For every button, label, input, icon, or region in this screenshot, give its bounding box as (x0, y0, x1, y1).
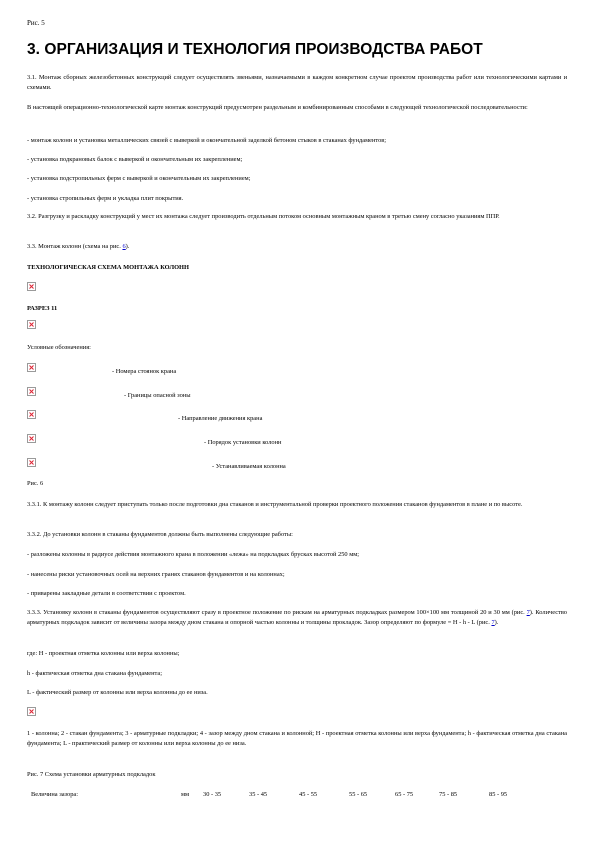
bullet-mark-axes: - нанесены риски установочных осей на верхних гранях стаканов фундаментов и на колоннах; (27, 571, 285, 578)
legend-install-order: - Порядок установки колонн (204, 439, 282, 446)
broken-image-icon (27, 410, 36, 419)
paragraph-3-1: 3.1. Монтаж сборных железобетонных конструкций следует осуществлять звеньями, назначаемыми в каждом конкретном случае проектом производства работ или технологическими картами и схемами. (27, 74, 567, 91)
paragraph-3-3-3-mid: ). Количество арматурных подкладок зависит от величины зазора между дном стакана и опорной частью колонны и толщины прокладок. Зазор определяют по формуле = Н - h - L (рис. (27, 609, 567, 626)
where-L: L - фактический размер от колонны или верха колонны до ее низа. (27, 689, 208, 696)
fig7-caption: Рис. 7 Схема установки арматурных подкладок (27, 771, 156, 778)
gap-value: 45 - 55 (299, 791, 318, 798)
paragraph-3-3-3 (27, 608, 567, 627)
paragraph-3-3-3-suffix: ). (494, 618, 499, 626)
paragraph-3-3 (27, 242, 567, 252)
broken-image-icon (27, 282, 36, 291)
gap-label: Величина зазора: (31, 791, 79, 798)
where-H: где: Н - проектная отметка колонны или верха колонны; (27, 650, 180, 657)
gap-value: 55 - 65 (349, 791, 368, 798)
fig7-link-2[interactable]: 7 (491, 618, 495, 626)
gap-value: 75 - 85 (439, 791, 458, 798)
gap-table-row (27, 790, 567, 800)
paragraph-3-3-1: 3.3.1. К монтажу колонн следует приступать только после подготовки дна стаканов и инструментальной проверки проектного положения стаканов фундаментов в плане и по высоте. (27, 501, 523, 508)
section-title: 3. ОРГАНИЗАЦИЯ И ТЕХНОЛОГИЯ ПРОИЗВОДСТВА РАБОТ (27, 41, 483, 58)
paragraph-3-3-2: 3.3.2. До установки колонн в стаканы фундаментов должны быть выполнены следующие работы: (27, 531, 293, 538)
legend-title: Условные обозначения: (27, 344, 91, 351)
broken-image-icon (27, 458, 36, 467)
where-h: h - фактическая отметка дна стакана фундамента; (27, 670, 162, 677)
paragraph-intro: В настоящей операционно-технологической карте монтаж конструкций предусмотрен раздельным и комбинированным способами в следующей технологической последовательности: (27, 104, 528, 111)
broken-image-icon (27, 320, 36, 329)
paragraph-3-3-text: 3.3. Монтаж колонн (схема на рис. (27, 243, 121, 250)
legend-danger-zone: - Границы опасной зоны (124, 392, 191, 399)
broken-image-icon (27, 363, 36, 372)
fig7-link[interactable]: 7 (526, 609, 530, 616)
broken-image-icon (27, 707, 36, 716)
bullet-lay-columns: - разложены колонны в радиусе действия монтажного крана в положении «лежа» на подкладках брусках высотой 250 мм; (27, 551, 360, 558)
gap-value: 30 - 35 (203, 791, 222, 798)
paragraph-3-3-suffix: ). (125, 243, 130, 250)
fig7-legend: 1 - колонна; 2 - стакан фундамента; 3 - арматурные подкладки; 4 - зазор между дном стакана и колонной; Н - проектная отметка колонны или верха фундамента; h - фактическая отметка дна стакана фундамента; L - практический размер от колонны или верха колонны до ее низа. (27, 730, 567, 747)
broken-image-icon (27, 387, 36, 396)
paragraph-3-3-3-text: 3.3.3. Установку колонн в стаканы фундаментов осуществляют сразу в проектное положение по рискам на арматурных подкладках размером 100×100 мм толщиной 20 и 30 мм (рис. (27, 609, 525, 616)
gap-value: 85 - 95 (489, 791, 508, 798)
paragraph-3-2: 3.2. Разгрузку и раскладку конструкций у мест их монтажа следует производить отдельным потоком основным монтажным краном в третью смену согласно указаниям ППР. (27, 213, 500, 220)
bullet-weld-parts: - приварены закладные детали в соответствии с проектом. (27, 590, 186, 597)
legend-column: - Устанавливаемая колонна (212, 463, 286, 470)
bullet-columns: - монтаж колонн и установка металлических связей с выверкой и окончательной заделкой бетоном стыков в стаканах фундаментов; (27, 137, 387, 144)
broken-image-icon (27, 434, 36, 443)
fig6-caption: Рис. 6 (27, 480, 44, 487)
section-label: РАЗРЕЗ 11 (27, 305, 58, 312)
bullet-trusses: - установка стропильных ферм и укладка плит покрытия. (27, 195, 184, 202)
gap-value: 35 - 45 (249, 791, 268, 798)
gap-value: 65 - 75 (395, 791, 414, 798)
legend-crane-direction: - Направление движения крана (178, 415, 263, 422)
scheme-title: ТЕХНОЛОГИЧЕСКАЯ СХЕМА МОНТАЖА КОЛОНН (27, 264, 189, 271)
gap-unit: мм (181, 791, 190, 798)
fig5-caption: Рис. 5 (27, 19, 45, 27)
legend-crane-positions: - Номера стоянок крана (112, 368, 177, 375)
fig6-link[interactable]: 6 (122, 243, 126, 250)
bullet-sub-trusses: - установка подстропильных ферм с выверкой и окончательным их закреплением; (27, 175, 251, 182)
bullet-crane-beams: - установка подкрановых балок с выверкой и окончательным их закреплением; (27, 156, 243, 163)
